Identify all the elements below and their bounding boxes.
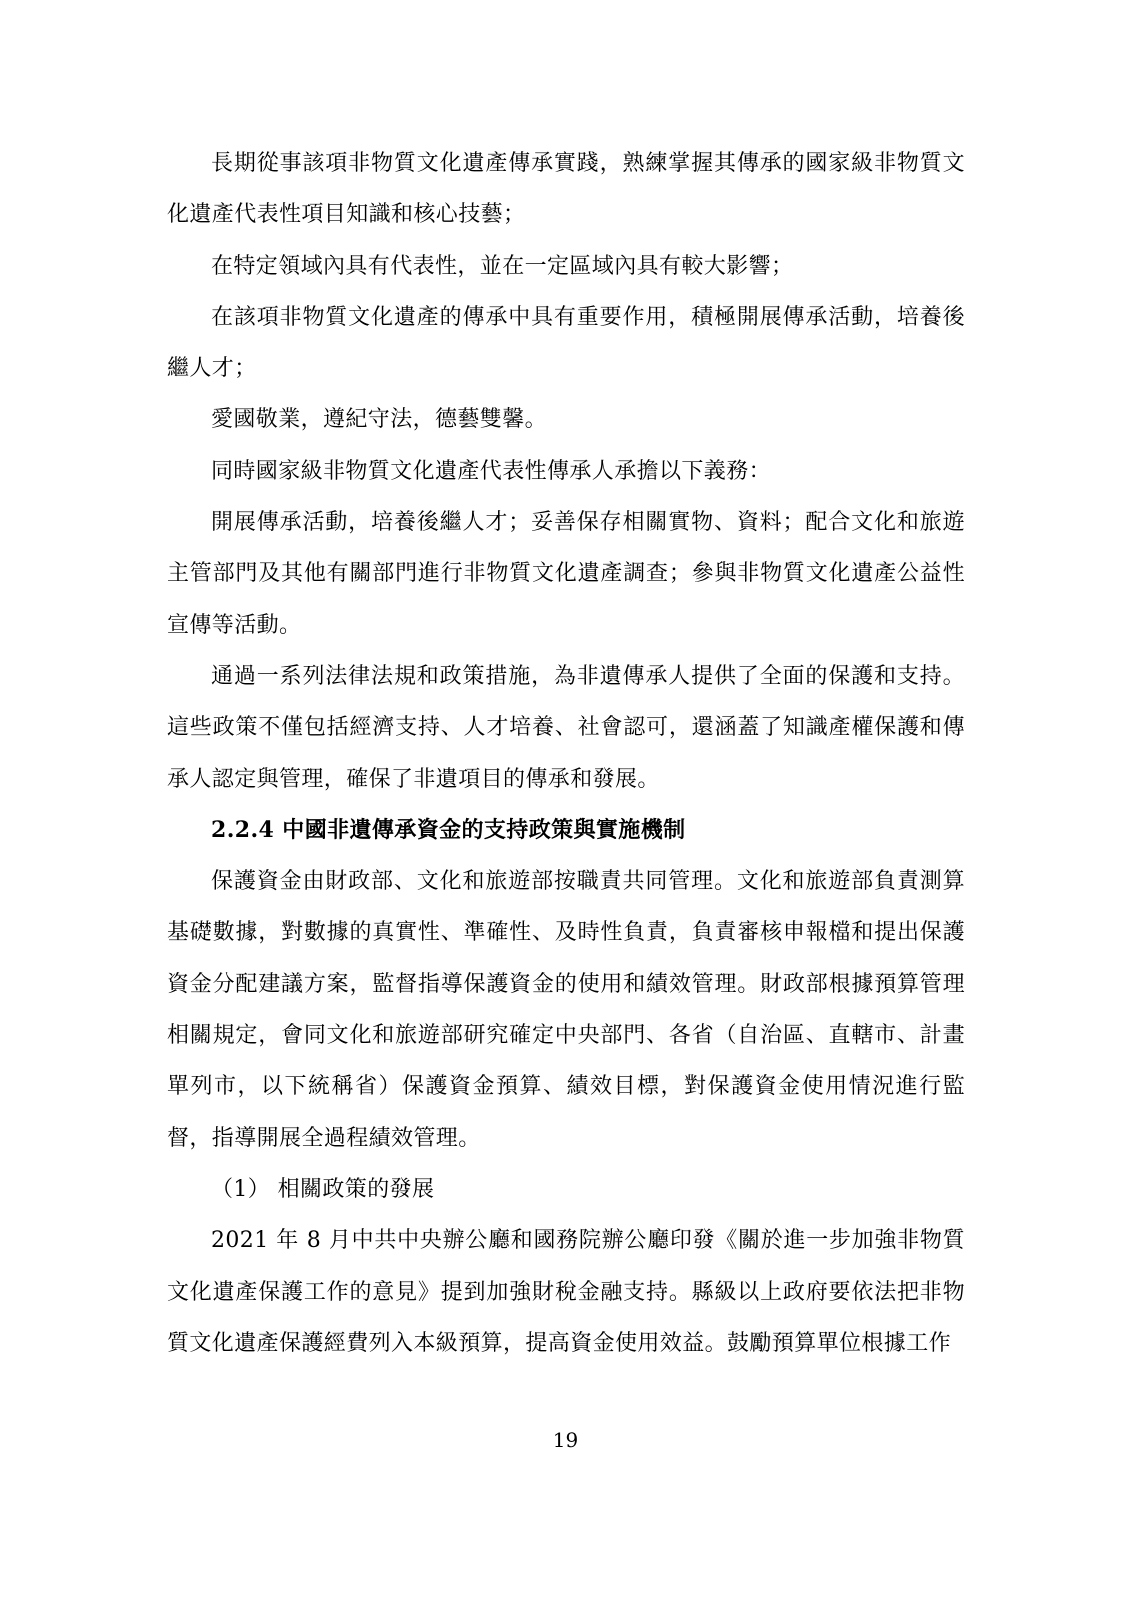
paragraph-inheritor-criteria-ethics: 愛國敬業，遵紀守法，德藝雙馨。 [211, 407, 548, 433]
paragraph-inheritor-criteria-role: 在該項非物質文化遺產的傳承中具有重要作用，積極開展傳承活動，培養後繼人才； [167, 304, 965, 382]
paragraph-inheritor-criteria-representative: 在特定領域內具有代表性，並在一定區域內具有較大影響； [211, 253, 794, 279]
paragraph-inheritor-criteria-practice: 長期從事該項非物質文化遺產傳承實踐，熟練掌握其傳承的國家級非物質文化遺產代表性項目知識和核心技藝； [167, 151, 965, 228]
page-body-text [167, 138, 965, 1369]
page-number: 19 [552, 1428, 579, 1452]
paragraph-fund-management: 保護資金由財政部、文化和旅遊部按職責共同管理。文化和旅遊部負責測算基礎數據，對數據的真實性、準確性、及時性負責，負責審核申報檔和提出保護資金分配建議方案，監督指導保護資金的使用和績效管理。財政部根據預算管理相關規定，會同文化和旅遊部研究確定中央部門、各省（自治區、直轄市、計畫單列市，以下統稱省）保護資金預算、績效目標，對保護資金使用情況進行監督，指導開展全過程績效管理。 [167, 869, 965, 1151]
paragraph-2021-opinion-policy: 2021 年 8 月中共中央辦公廳和國務院辦公廳印發《關於進一步加強非物質文化遺產保護工作的意見》提到加強財稅金融支持。縣級以上政府要依法把非物質文化遺產保護經費列入本級預算，提高資金使用效益。鼓勵預算單位根據工作 [167, 1228, 965, 1356]
section-heading-2-2-4: 2.2.4 中國非遺傳承資金的支持政策與實施機制 [211, 816, 686, 843]
paragraph-inheritor-obligations-list: 開展傳承活動，培養後繼人才；妥善保存相關實物、資料；配合文化和旅遊主管部門及其他有關部門進行非物質文化遺產調查；參與非物質文化遺產公益性宣傳等活動。 [167, 510, 965, 638]
paragraph-inheritor-obligations-intro: 同時國家級非物質文化遺產代表性傳承人承擔以下義務： [211, 458, 772, 484]
subsection-heading-policy-development: （1） 相關政策的發展 [211, 1176, 435, 1202]
paragraph-policy-summary: 通過一系列法律法規和政策措施，為非遺傳承人提供了全面的保護和支持。這些政策不僅包括經濟支持、人才培養、社會認可，還涵蓋了知識產權保護和傳承人認定與管理，確保了非遺項目的傳承和發展。 [167, 663, 965, 792]
